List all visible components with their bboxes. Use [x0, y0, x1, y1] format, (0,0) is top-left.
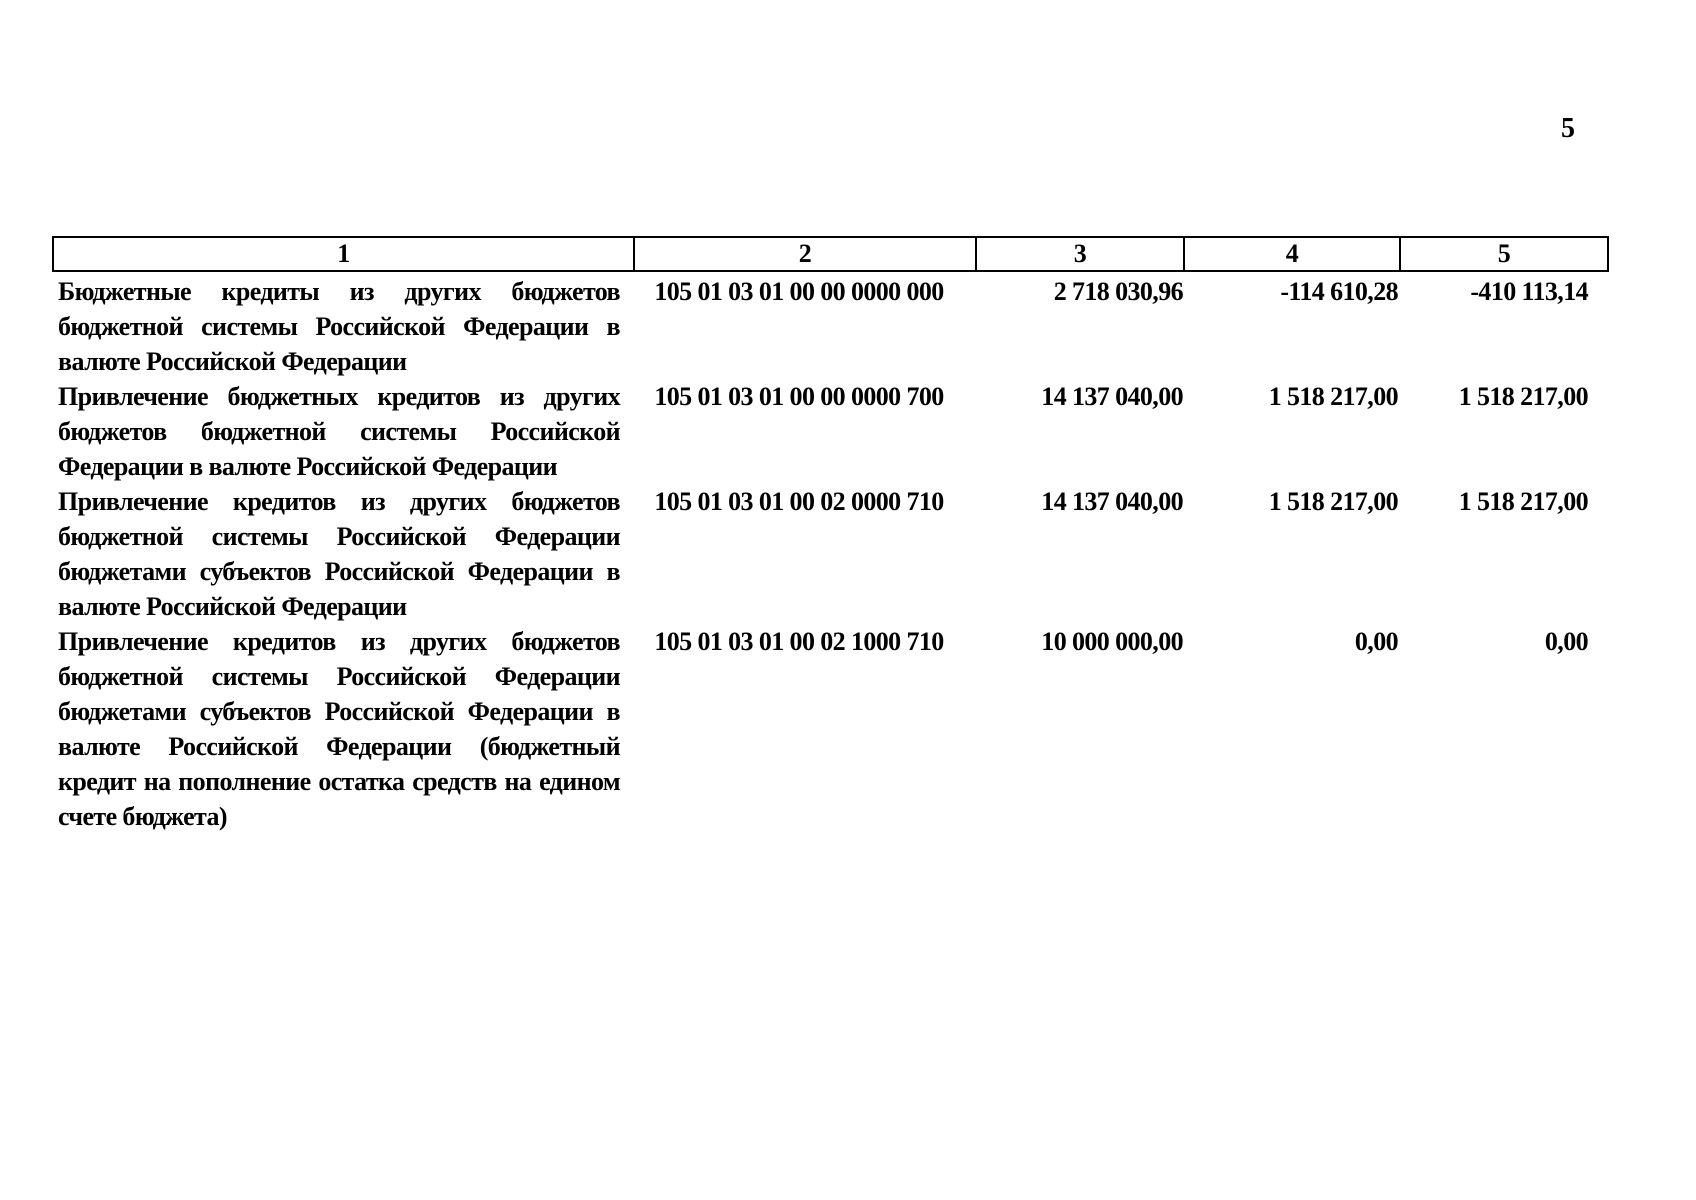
row-value-col5: 1 518 217,00: [1458, 487, 1588, 516]
row-value-col4: 0,00: [1354, 627, 1398, 656]
table-row: [53, 484, 1608, 624]
table-row: [53, 379, 1608, 484]
column-header-1: 1: [53, 237, 634, 271]
table-row: [53, 271, 1608, 379]
row-name: Привлечение бюджетных кредитов из других бюджетов бюджетной системы Российской Федерации в валюте Российской Федерации: [58, 382, 620, 481]
row-value-col3: 14 137 040,00: [1041, 382, 1183, 411]
row-value-col3: 14 137 040,00: [1041, 487, 1183, 516]
budget-table: [52, 236, 1609, 834]
row-name: Привлечение кредитов из других бюджетов бюджетной системы Российской Федерации бюджетами субъектов Российской Федерации в валюте Российской Федерации (бюджетный кредит на пополнение остатка средств на едином счете бюджета): [58, 627, 620, 831]
column-header-5: 5: [1400, 237, 1608, 271]
row-code: 105 01 03 01 00 00 0000 700: [654, 382, 944, 411]
column-header-4: 4: [1184, 237, 1400, 271]
row-name: Бюджетные кредиты из других бюджетов бюджетной системы Российской Федерации в валюте Российской Федерации: [58, 277, 620, 376]
column-header-3: 3: [976, 237, 1184, 271]
row-value-col5: -410 113,14: [1470, 277, 1588, 306]
row-value-col3: 10 000 000,00: [1041, 627, 1183, 656]
page-number: 5: [1561, 113, 1575, 144]
row-value-col5: 0,00: [1544, 627, 1588, 656]
table-row: [53, 624, 1608, 834]
row-value-col4: 1 518 217,00: [1268, 487, 1398, 516]
row-code: 105 01 03 01 00 02 1000 710: [654, 627, 944, 656]
row-value-col4: -114 610,28: [1280, 277, 1398, 306]
row-code: 105 01 03 01 00 00 0000 000: [654, 277, 944, 306]
row-code: 105 01 03 01 00 02 0000 710: [654, 487, 944, 516]
row-value-col3: 2 718 030,96: [1053, 277, 1183, 306]
row-name: Привлечение кредитов из других бюджетов бюджетной системы Российской Федерации бюджетами субъектов Российской Федерации в валюте Российской Федерации: [58, 487, 620, 621]
column-header-2: 2: [634, 237, 976, 271]
row-value-col5: 1 518 217,00: [1458, 382, 1588, 411]
row-value-col4: 1 518 217,00: [1268, 382, 1398, 411]
table-header-row: [53, 237, 1608, 271]
